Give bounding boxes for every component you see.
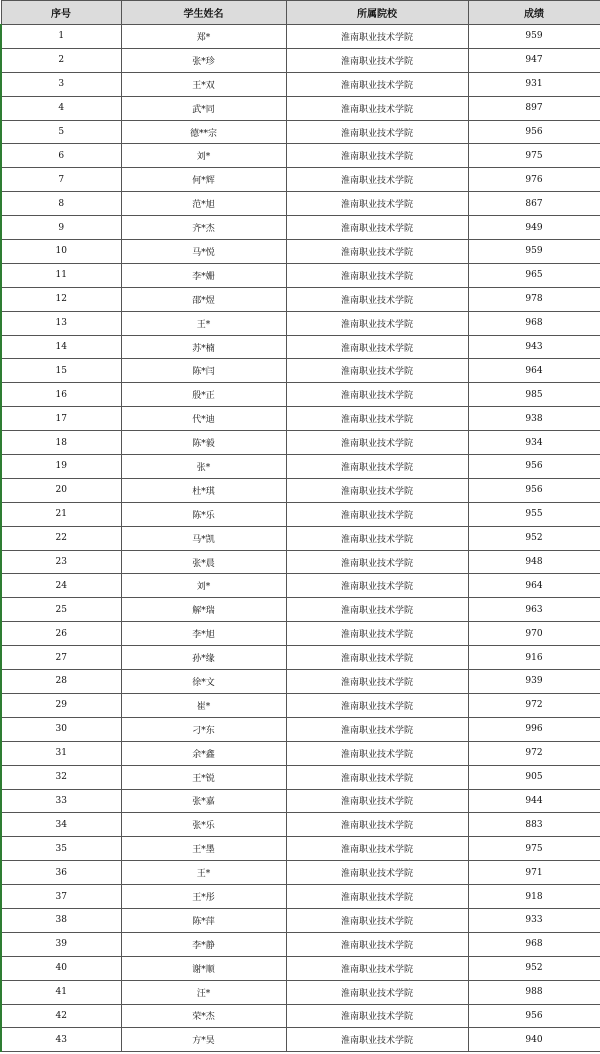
school-cell: 淮南职业技术学院 — [286, 885, 468, 909]
row-index-cell: 12 — [1, 287, 121, 311]
score-cell: 968 — [468, 311, 600, 335]
table-row — [1, 502, 600, 526]
student-name-cell: 齐*杰 — [121, 216, 286, 240]
row-index-cell: 2 — [1, 48, 121, 72]
score-cell: 952 — [468, 956, 600, 980]
school-cell: 淮南职业技术学院 — [286, 407, 468, 431]
score-cell: 956 — [468, 455, 600, 479]
school-cell: 淮南职业技术学院 — [286, 550, 468, 574]
school-cell: 淮南职业技术学院 — [286, 455, 468, 479]
school-cell: 淮南职业技术学院 — [286, 216, 468, 240]
table-row — [1, 956, 600, 980]
table-row — [1, 717, 600, 741]
student-name-cell: 邵*煜 — [121, 287, 286, 311]
table-row — [1, 574, 600, 598]
row-index-cell: 13 — [1, 311, 121, 335]
school-cell: 淮南职业技术学院 — [286, 693, 468, 717]
student-name-cell: 李*姗 — [121, 263, 286, 287]
table-row — [1, 908, 600, 932]
school-cell: 淮南职业技术学院 — [286, 96, 468, 120]
row-index-cell: 37 — [1, 885, 121, 909]
school-cell: 淮南职业技术学院 — [286, 813, 468, 837]
score-cell: 949 — [468, 216, 600, 240]
table-row — [1, 335, 600, 359]
row-index-cell: 18 — [1, 431, 121, 455]
school-cell: 淮南职业技术学院 — [286, 789, 468, 813]
student-name-cell: 李*旭 — [121, 622, 286, 646]
table-row — [1, 96, 600, 120]
row-index-cell: 9 — [1, 216, 121, 240]
score-cell: 988 — [468, 980, 600, 1004]
table-row — [1, 598, 600, 622]
school-cell: 淮南职业技术学院 — [286, 861, 468, 885]
row-index-cell: 16 — [1, 383, 121, 407]
score-cell: 968 — [468, 932, 600, 956]
header-score: 成绩 — [468, 1, 600, 25]
row-index-cell: 35 — [1, 837, 121, 861]
student-name-cell: 荣*杰 — [121, 1004, 286, 1028]
row-index-cell: 19 — [1, 455, 121, 479]
row-index-cell: 3 — [1, 72, 121, 96]
header-row — [1, 1, 600, 25]
student-name-cell: 杜*琪 — [121, 478, 286, 502]
score-cell: 931 — [468, 72, 600, 96]
table-row — [1, 550, 600, 574]
school-cell: 淮南职业技术学院 — [286, 717, 468, 741]
school-cell: 淮南职业技术学院 — [286, 741, 468, 765]
row-index-cell: 33 — [1, 789, 121, 813]
row-index-cell: 34 — [1, 813, 121, 837]
school-cell: 淮南职业技术学院 — [286, 359, 468, 383]
score-cell: 883 — [468, 813, 600, 837]
score-cell: 963 — [468, 598, 600, 622]
student-name-cell: 张*晨 — [121, 550, 286, 574]
student-name-cell: 范*旭 — [121, 192, 286, 216]
school-cell: 淮南职业技术学院 — [286, 646, 468, 670]
header-school: 所属院校 — [286, 1, 468, 25]
table-row — [1, 431, 600, 455]
table-row — [1, 837, 600, 861]
table-header — [1, 1, 600, 25]
student-name-cell: 郑* — [121, 25, 286, 49]
table-row — [1, 765, 600, 789]
row-index-cell: 24 — [1, 574, 121, 598]
table-row — [1, 168, 600, 192]
score-cell: 897 — [468, 96, 600, 120]
row-index-cell: 31 — [1, 741, 121, 765]
row-index-cell: 28 — [1, 670, 121, 694]
school-cell: 淮南职业技术学院 — [286, 837, 468, 861]
student-name-cell: 张*嘉 — [121, 789, 286, 813]
row-index-cell: 40 — [1, 956, 121, 980]
score-cell: 952 — [468, 526, 600, 550]
table-row — [1, 455, 600, 479]
student-name-cell: 张*乐 — [121, 813, 286, 837]
row-index-cell: 39 — [1, 932, 121, 956]
student-name-cell: 王* — [121, 311, 286, 335]
score-cell: 959 — [468, 240, 600, 264]
table-row — [1, 216, 600, 240]
row-index-cell: 11 — [1, 263, 121, 287]
row-index-cell: 27 — [1, 646, 121, 670]
school-cell: 淮南职业技术学院 — [286, 120, 468, 144]
student-name-cell: 张*珍 — [121, 48, 286, 72]
table-row — [1, 478, 600, 502]
school-cell: 淮南职业技术学院 — [286, 25, 468, 49]
table-row — [1, 25, 600, 49]
row-index-cell: 41 — [1, 980, 121, 1004]
student-name-cell: 王*彤 — [121, 885, 286, 909]
school-cell: 淮南职业技术学院 — [286, 765, 468, 789]
school-cell: 淮南职业技术学院 — [286, 622, 468, 646]
score-cell: 939 — [468, 670, 600, 694]
score-cell: 947 — [468, 48, 600, 72]
school-cell: 淮南职业技术学院 — [286, 574, 468, 598]
score-cell: 970 — [468, 622, 600, 646]
table-row — [1, 932, 600, 956]
student-name-cell: 汪* — [121, 980, 286, 1004]
school-cell: 淮南职业技术学院 — [286, 956, 468, 980]
school-cell: 淮南职业技术学院 — [286, 431, 468, 455]
table-row — [1, 240, 600, 264]
school-cell: 淮南职业技术学院 — [286, 287, 468, 311]
score-cell: 985 — [468, 383, 600, 407]
student-name-cell: 张* — [121, 455, 286, 479]
table-row — [1, 407, 600, 431]
row-index-cell: 8 — [1, 192, 121, 216]
table-row — [1, 693, 600, 717]
table-row — [1, 741, 600, 765]
row-index-cell: 21 — [1, 502, 121, 526]
student-name-cell: 解*瑞 — [121, 598, 286, 622]
student-name-cell: 刘* — [121, 144, 286, 168]
school-cell: 淮南职业技术学院 — [286, 932, 468, 956]
student-name-cell: 王*墨 — [121, 837, 286, 861]
score-cell: 975 — [468, 837, 600, 861]
table-row — [1, 670, 600, 694]
score-cell: 975 — [468, 144, 600, 168]
student-name-cell: 王* — [121, 861, 286, 885]
score-cell: 916 — [468, 646, 600, 670]
school-cell: 淮南职业技术学院 — [286, 144, 468, 168]
student-name-cell: 苏*楠 — [121, 335, 286, 359]
row-index-cell: 1 — [1, 25, 121, 49]
school-cell: 淮南职业技术学院 — [286, 1004, 468, 1028]
student-name-cell: 陈*毅 — [121, 431, 286, 455]
student-name-cell: 刁*东 — [121, 717, 286, 741]
row-index-cell: 42 — [1, 1004, 121, 1028]
table-row — [1, 48, 600, 72]
table-row — [1, 789, 600, 813]
score-cell: 944 — [468, 789, 600, 813]
school-cell: 淮南职业技术学院 — [286, 383, 468, 407]
row-index-cell: 5 — [1, 120, 121, 144]
school-cell: 淮南职业技术学院 — [286, 335, 468, 359]
table-row — [1, 1004, 600, 1028]
table-row — [1, 622, 600, 646]
score-cell: 978 — [468, 287, 600, 311]
table-row — [1, 1028, 600, 1052]
school-cell: 淮南职业技术学院 — [286, 526, 468, 550]
table-row — [1, 359, 600, 383]
row-index-cell: 6 — [1, 144, 121, 168]
score-cell: 976 — [468, 168, 600, 192]
row-index-cell: 10 — [1, 240, 121, 264]
table-row — [1, 861, 600, 885]
score-cell: 918 — [468, 885, 600, 909]
student-name-cell: 陈*乐 — [121, 502, 286, 526]
student-name-cell: 代*迪 — [121, 407, 286, 431]
student-name-cell: 马*凯 — [121, 526, 286, 550]
score-cell: 959 — [468, 25, 600, 49]
row-index-cell: 20 — [1, 478, 121, 502]
score-cell: 940 — [468, 1028, 600, 1052]
school-cell: 淮南职业技术学院 — [286, 240, 468, 264]
row-index-cell: 17 — [1, 407, 121, 431]
score-cell: 956 — [468, 1004, 600, 1028]
student-name-cell: 武*同 — [121, 96, 286, 120]
row-index-cell: 7 — [1, 168, 121, 192]
header-student-name: 学生姓名 — [121, 1, 286, 25]
table-row — [1, 72, 600, 96]
score-cell: 867 — [468, 192, 600, 216]
row-index-cell: 43 — [1, 1028, 121, 1052]
row-index-cell: 30 — [1, 717, 121, 741]
row-index-cell: 26 — [1, 622, 121, 646]
school-cell: 淮南职业技术学院 — [286, 263, 468, 287]
score-cell: 965 — [468, 263, 600, 287]
student-name-cell: 孙*缘 — [121, 646, 286, 670]
score-cell: 964 — [468, 359, 600, 383]
table-row — [1, 120, 600, 144]
student-name-cell: 王*锐 — [121, 765, 286, 789]
table-row — [1, 980, 600, 1004]
score-cell: 964 — [468, 574, 600, 598]
student-name-cell: 马*悦 — [121, 240, 286, 264]
table-row — [1, 311, 600, 335]
score-cell: 996 — [468, 717, 600, 741]
table-row — [1, 263, 600, 287]
school-cell: 淮南职业技术学院 — [286, 311, 468, 335]
row-index-cell: 23 — [1, 550, 121, 574]
school-cell: 淮南职业技术学院 — [286, 168, 468, 192]
student-name-cell: 方*昊 — [121, 1028, 286, 1052]
student-name-cell: 余*鑫 — [121, 741, 286, 765]
student-name-cell: 李*静 — [121, 932, 286, 956]
table-row — [1, 144, 600, 168]
school-cell: 淮南职业技术学院 — [286, 670, 468, 694]
student-name-cell: 德**宗 — [121, 120, 286, 144]
table-row — [1, 885, 600, 909]
table-row — [1, 287, 600, 311]
score-cell: 955 — [468, 502, 600, 526]
table-row — [1, 383, 600, 407]
student-name-cell: 崔* — [121, 693, 286, 717]
score-cell: 972 — [468, 693, 600, 717]
student-name-cell: 殷*正 — [121, 383, 286, 407]
table-body — [1, 25, 600, 1052]
student-name-cell: 刘* — [121, 574, 286, 598]
student-name-cell: 陈*闫 — [121, 359, 286, 383]
school-cell: 淮南职业技术学院 — [286, 980, 468, 1004]
score-cell: 956 — [468, 478, 600, 502]
score-cell: 948 — [468, 550, 600, 574]
row-index-cell: 4 — [1, 96, 121, 120]
score-cell: 972 — [468, 741, 600, 765]
school-cell: 淮南职业技术学院 — [286, 502, 468, 526]
row-index-cell: 32 — [1, 765, 121, 789]
row-index-cell: 22 — [1, 526, 121, 550]
school-cell: 淮南职业技术学院 — [286, 192, 468, 216]
school-cell: 淮南职业技术学院 — [286, 1028, 468, 1052]
table-row — [1, 646, 600, 670]
school-cell: 淮南职业技术学院 — [286, 478, 468, 502]
row-index-cell: 15 — [1, 359, 121, 383]
school-cell: 淮南职业技术学院 — [286, 598, 468, 622]
school-cell: 淮南职业技术学院 — [286, 48, 468, 72]
row-index-cell: 25 — [1, 598, 121, 622]
row-index-cell: 14 — [1, 335, 121, 359]
student-name-cell: 徐*文 — [121, 670, 286, 694]
table-row — [1, 192, 600, 216]
student-name-cell: 何*辉 — [121, 168, 286, 192]
school-cell: 淮南职业技术学院 — [286, 908, 468, 932]
school-cell: 淮南职业技术学院 — [286, 72, 468, 96]
table-row — [1, 526, 600, 550]
score-cell: 934 — [468, 431, 600, 455]
score-cell: 933 — [468, 908, 600, 932]
score-cell: 943 — [468, 335, 600, 359]
student-name-cell: 谢*顺 — [121, 956, 286, 980]
score-cell: 971 — [468, 861, 600, 885]
student-name-cell: 陈*萍 — [121, 908, 286, 932]
score-cell: 956 — [468, 120, 600, 144]
table-row — [1, 813, 600, 837]
student-name-cell: 王*双 — [121, 72, 286, 96]
score-cell: 938 — [468, 407, 600, 431]
row-index-cell: 36 — [1, 861, 121, 885]
row-index-cell: 38 — [1, 908, 121, 932]
row-index-cell: 29 — [1, 693, 121, 717]
score-cell: 905 — [468, 765, 600, 789]
header-index: 序号 — [1, 1, 121, 25]
